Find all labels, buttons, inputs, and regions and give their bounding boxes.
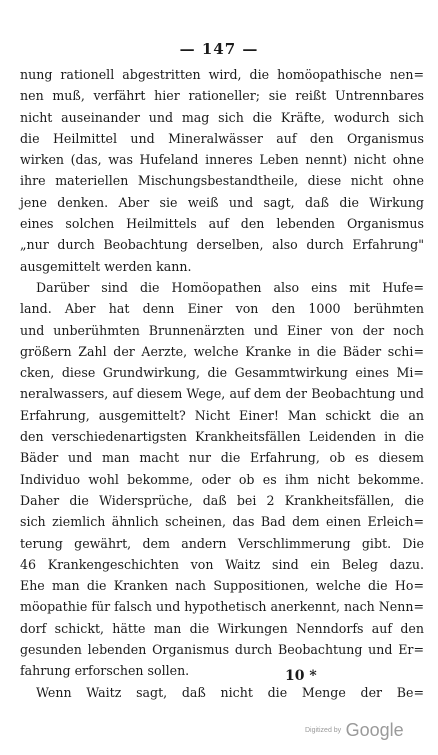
signature-mark: 10 * bbox=[285, 668, 317, 684]
text-line: ausgemittelt werden kann. bbox=[20, 258, 192, 274]
text-line: möopathie für falsch und hypothetisch anerkennt, nach Nenn= bbox=[20, 599, 424, 615]
text-line: Ehe man die Kranken nach Suppositionen, welche die Ho= bbox=[20, 578, 424, 594]
text-line: sich ziemlich ähnlich scheinen, das Bad dem einen Erleich= bbox=[20, 514, 424, 530]
text-line: und unberühmten Brunnenärzten und Einer von der noch bbox=[20, 322, 424, 338]
text-line: Bäder und man macht nur die Erfahrung, ob es diesem bbox=[20, 450, 424, 466]
text-line: neralwassers, auf diesem Wege, auf dem der Beobachtung und bbox=[20, 386, 424, 402]
text-line: gesunden lebenden Organismus durch Beobachtung und Er= bbox=[20, 642, 424, 658]
text-line: Erfahrung, ausgemittelt? Nicht Einer! Man schickt die an bbox=[20, 407, 424, 423]
text-line: 46 Krankengeschichten von Waitz sind ein Beleg dazu. bbox=[20, 556, 424, 572]
text-line: Darüber sind die Homöopathen also eins mit Hufe= bbox=[36, 279, 424, 295]
text-line: Wenn Waitz sagt, daß nicht die Menge der Be= bbox=[36, 684, 424, 700]
text-line: dorf schickt, hätte man die Wirkungen Nenndorfs auf den bbox=[20, 620, 424, 636]
text-line: land. Aber hat denn Einer von den 1000 berühmten bbox=[20, 301, 424, 317]
text-line: Daher die Widersprüche, daß bei 2 Krankheitsfällen, die bbox=[20, 492, 424, 508]
digitized-watermark bbox=[305, 720, 404, 741]
text-line: nung rationell abgestritten wird, die homöopathische nen= bbox=[20, 67, 424, 82]
body-text bbox=[20, 64, 424, 703]
text-line: nen muß, verfährt hier rationeller; sie reißt Untrennbares bbox=[20, 88, 424, 104]
text-line: jene denken. Aber sie weiß und sagt, daß die Wirkung bbox=[20, 194, 424, 210]
text-line: fahrung erforschen sollen. bbox=[20, 663, 190, 679]
text-line: „nur durch Beobachtung derselben, also durch Erfahrung" bbox=[20, 237, 424, 253]
text-line: terung gewährt, dem andern Verschlimmerung gibt. Die bbox=[20, 535, 424, 551]
page-number: — 147 — bbox=[179, 40, 259, 58]
text-line: die Heilmittel und Mineralwässer auf den Organismus bbox=[20, 130, 424, 146]
text-line: den verschiedenartigsten Krankheitsfällen Leidenden in die bbox=[20, 429, 424, 445]
watermark-prefix: Digitized by bbox=[305, 727, 342, 734]
text-line: Individuo wohl bekomme, oder ob es ihm nicht bekomme. bbox=[20, 471, 424, 487]
text-line: wirken (das, was Hufeland inneres Leben nennt) nicht ohne bbox=[20, 152, 424, 168]
watermark-brand: Google bbox=[345, 720, 404, 740]
text-line: ihre materiellen Mischungsbestandtheile, diese nicht ohne bbox=[20, 173, 424, 189]
text-line: eines solchen Heilmittels auf den lebenden Organismus bbox=[20, 216, 424, 232]
text-line: größern Zahl der Aerzte, welche Kranke in die Bäder schi= bbox=[20, 343, 424, 359]
text-line: cken, diese Grundwirkung, die Gesammtwirkung eines Mi= bbox=[20, 365, 424, 381]
text-line: nicht auseinander und mag sich die Kräfte, wodurch sich bbox=[20, 109, 424, 125]
